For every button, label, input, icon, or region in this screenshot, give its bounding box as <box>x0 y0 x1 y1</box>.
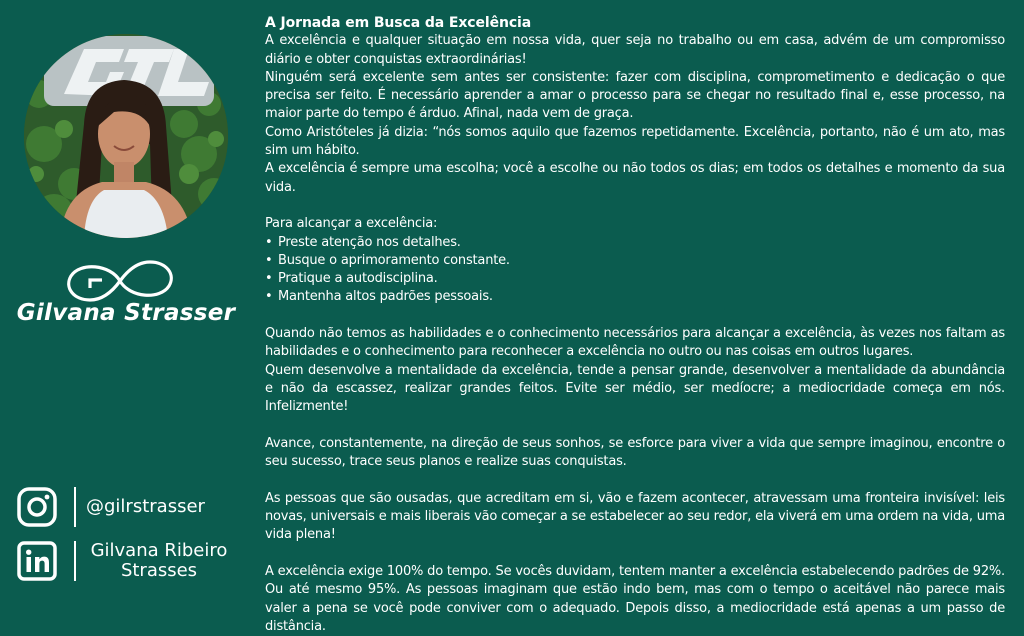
instagram-icon <box>16 486 58 528</box>
spacer <box>265 197 1005 215</box>
paragraph: A excelência e qualquer situação em nossa vida, quer seja no trabalho ou em casa, advém de um compromisso diário e obter conquistas extraordinárias! <box>265 33 1005 67</box>
spacer <box>265 417 1005 435</box>
instagram-contact[interactable] <box>16 486 205 528</box>
sidebar <box>0 0 250 614</box>
linkedin-name-line2: Strasses <box>120 560 198 581</box>
bullet: • <box>265 234 273 250</box>
spacer <box>265 307 1005 325</box>
bullet: • <box>265 271 273 287</box>
tips-list <box>265 234 1005 307</box>
instagram-handle: @gilrstrasser <box>86 496 205 517</box>
bullet: • <box>265 289 273 305</box>
list-intro: Para alcançar a excelência: <box>265 216 438 232</box>
divider <box>74 541 76 581</box>
paragraph: A excelência exige 100% do tempo. Se vocês duvidam, tentem manter a excelência estabelecendo padrões de 92%. Ou até mesmo 95%. As pessoas imaginam que estão indo bem, mas com o tempo o aceitável não parece mais valer a pena se você pode conviver com o adequado. Depois disso, a mediocridade está apenas a um passo de distância. <box>265 563 1005 634</box>
paragraph: Avance, constantemente, na direção de seus sonhos, se esforce para viver a vida que sempre imaginou, encontre o seu sucesso, trace seus planos e realize suas conquistas. <box>265 435 1005 470</box>
list-item <box>265 252 1005 270</box>
spacer <box>265 471 1005 489</box>
linkedin-name-line1: Gilvana Ribeiro <box>90 540 228 561</box>
article <box>265 14 1005 636</box>
linkedin-name <box>84 541 234 581</box>
list-item-text: Mantenha altos padrões pessoais. <box>278 289 493 305</box>
paragraph: Ninguém será excelente sem antes ser consistente: fazer com disciplina, comprometimento e dedicação o que precisa ser feito. É necessário aprender a amar o processo para se chegar no resultado final e, esse processo, na maior parte do tempo é árduo. Afinal, nada vem de graça. <box>265 69 1005 122</box>
spacer <box>265 545 1005 563</box>
list-item-text: Busque o aprimoramento constante. <box>278 252 510 268</box>
paragraph: A excelência é sempre uma escolha; você a escolhe ou não todos os dias; em todos os detalhes e momento da sua vida. <box>265 161 1005 195</box>
list-item-text: Preste atenção nos detalhes. <box>278 234 461 250</box>
brand-name: Gilvana Strasser <box>16 300 236 326</box>
bullet: • <box>265 252 273 268</box>
infinity-gs-logo <box>62 258 178 304</box>
divider <box>74 487 76 527</box>
list-item <box>265 288 1005 306</box>
paragraph: Quando não temos as habilidades e o conhecimento necessários para alcançar a excelência, às vezes nos faltam as habilidades e o conhecimento para reconhecer a excelência no outro ou nas coisas em outros lugares. <box>265 326 1005 360</box>
profile-photo <box>24 34 228 238</box>
profile-photo-image <box>24 34 228 238</box>
article-title: A Jornada em Busca da Excelência <box>265 15 532 31</box>
linkedin-icon <box>16 540 58 582</box>
list-item <box>265 234 1005 252</box>
linkedin-contact[interactable] <box>16 540 234 582</box>
list-item-text: Pratique a autodisciplina. <box>278 271 438 287</box>
list-item <box>265 270 1005 288</box>
paragraph: Como Aristóteles já dizia: “nós somos aquilo que fazemos repetidamente. Excelência, portanto, não é um ato, mas sim um hábito. <box>265 124 1005 159</box>
paragraph: Quem desenvolve a mentalidade da excelência, tende a pensar grande, desenvolver a mentalidade da abundância e não da escassez, realizar grandes feitos. Evite ser médio, ser medíocre; a mediocridade começa em nós. Infelizmente! <box>265 362 1005 415</box>
paragraph: As pessoas que são ousadas, que acreditam em si, vão e fazem acontecer, atravessam uma fronteira invisível: leis novas, universais e mais liberais vão começar a se estabelecer ao seu redor, ela viverá em uma ordem na vida, uma vida plena! <box>265 490 1005 543</box>
